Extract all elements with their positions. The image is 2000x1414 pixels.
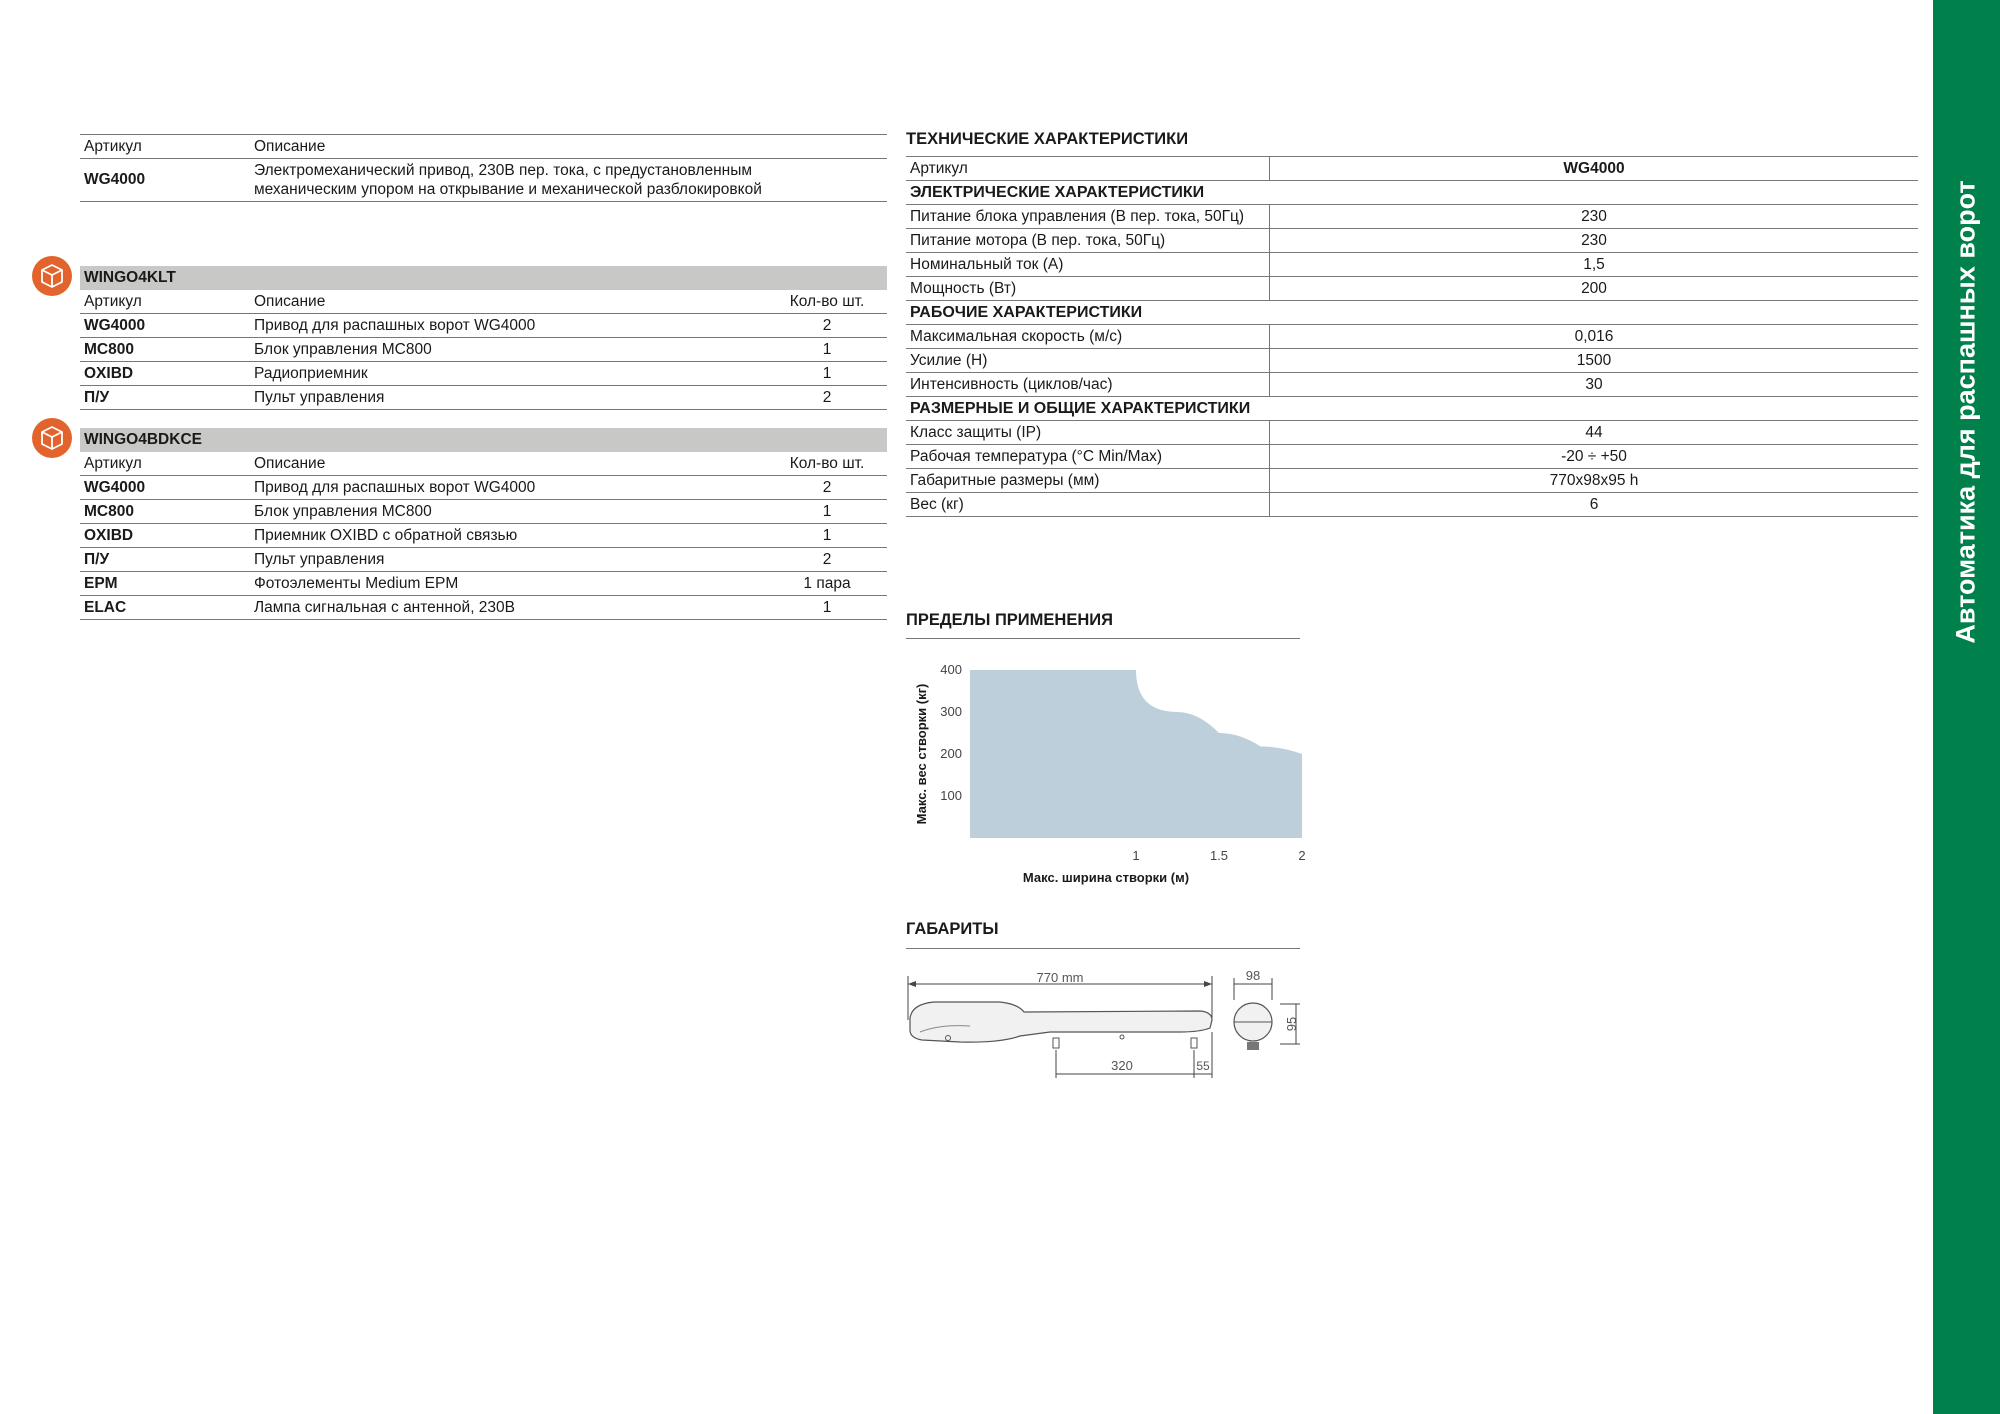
spec-label: Номинальный ток (А) — [906, 253, 1270, 277]
col-qty: Кол-во шт. — [767, 452, 887, 476]
spec-label: Габаритные размеры (мм) — [906, 469, 1270, 493]
table-row — [80, 476, 887, 500]
spec-label: Интенсивность (циклов/час) — [906, 373, 1270, 397]
table-row — [80, 159, 887, 202]
row-code: ELAC — [80, 596, 250, 620]
y-tick-label: 400 — [940, 662, 962, 677]
table-row — [80, 548, 887, 572]
col-qty: Кол-во шт. — [767, 290, 887, 314]
col-code: Артикул — [80, 290, 250, 314]
kit-header — [80, 428, 887, 452]
kit-columns — [80, 290, 887, 314]
spec-value: 44 — [1270, 421, 1919, 445]
spec-value: 30 — [1270, 373, 1919, 397]
end-view-mount — [1247, 1042, 1259, 1050]
y-axis-label: Макс. вес створки (кг) — [914, 683, 929, 825]
row-qty: 1 — [767, 362, 887, 386]
row-desc: Пульт управления — [250, 386, 767, 410]
row-desc: Приемник OXIBD с обратной связью — [250, 524, 767, 548]
table-row — [80, 572, 887, 596]
spec-value: -20 ÷ +50 — [1270, 445, 1919, 469]
table-row — [906, 325, 1918, 349]
col-desc: Описание — [250, 452, 767, 476]
limits-area — [970, 670, 1302, 838]
row-qty: 2 — [767, 386, 887, 410]
row-code: MC800 — [80, 500, 250, 524]
desc-line-2: механическим упором на открывание и механической разблокировкой — [254, 181, 762, 198]
section-row — [906, 397, 1918, 421]
kit-table-1 — [80, 266, 887, 410]
col-desc: Описание — [250, 290, 767, 314]
row-qty: 1 пара — [767, 572, 887, 596]
row-code: OXIBD — [80, 524, 250, 548]
y-tick-label: 100 — [940, 788, 962, 803]
header-code: Артикул — [80, 135, 250, 159]
side-band-label: Автоматика для распашных ворот — [1950, 180, 1981, 644]
x-tick-label: 1.5 — [1209, 848, 1229, 863]
spec-value: 6 — [1270, 493, 1919, 517]
kit-name: WINGO4KLT — [80, 266, 887, 290]
spec-label: Питание мотора (В пер. тока, 50Гц) — [906, 229, 1270, 253]
product-table — [80, 134, 887, 202]
operator-body — [910, 1002, 1212, 1042]
spec-value: 770x98x95 h — [1270, 469, 1919, 493]
row-desc: Пульт управления — [250, 548, 767, 572]
product-description — [250, 159, 887, 202]
spec-label: Питание блока управления (В пер. тока, 50Гц) — [906, 205, 1270, 229]
table-row — [906, 493, 1918, 517]
product-table-header — [80, 135, 887, 159]
operator-bolt — [1120, 1035, 1124, 1039]
table-row — [906, 349, 1918, 373]
spec-value: 1,5 — [1270, 253, 1919, 277]
dimension-drawing — [900, 960, 1320, 1080]
row-desc: Привод для распашных ворот WG4000 — [250, 314, 767, 338]
box-icon — [32, 256, 72, 296]
spec-value: 230 — [1270, 229, 1919, 253]
row-qty: 1 — [767, 338, 887, 362]
x-tick-label: 1 — [1132, 848, 1140, 863]
row-desc: Привод для распашных ворот WG4000 — [250, 476, 767, 500]
limits-title: ПРЕДЕЛЫ ПРИМЕНЕНИЯ — [906, 611, 1113, 629]
col-code: Артикул — [80, 452, 250, 476]
row-desc: Фотоэлементы Medium EPM — [250, 572, 767, 596]
row-code: П/У — [80, 386, 250, 410]
spec-label: Рабочая температура (°C Min/Max) — [906, 445, 1270, 469]
dimensions-rule — [906, 948, 1300, 949]
span1-label: 320 — [1111, 1058, 1133, 1073]
section-title: РАБОЧИЕ ХАРАКТЕРИСТИКИ — [906, 301, 1918, 325]
table-row — [906, 373, 1918, 397]
kit-name: WINGO4BDKCE — [80, 428, 887, 452]
height-label: 95 — [1284, 1016, 1299, 1032]
spec-label: Вес (кг) — [906, 493, 1270, 517]
tech-title: ТЕХНИЧЕСКИЕ ХАРАКТЕРИСТИКИ — [906, 130, 1189, 148]
table-row — [80, 500, 887, 524]
table-row — [80, 596, 887, 620]
span2-label: 55 — [1196, 1059, 1210, 1073]
tech-label: Артикул — [906, 157, 1270, 181]
box-icon — [32, 418, 72, 458]
table-row — [906, 277, 1918, 301]
x-axis-label: Макс. ширина створки (м) — [1022, 870, 1190, 885]
width-label: 98 — [1245, 968, 1261, 983]
row-code: MC800 — [80, 338, 250, 362]
row-code: WG4000 — [80, 476, 250, 500]
table-row — [80, 386, 887, 410]
table-row — [906, 421, 1918, 445]
table-row — [906, 229, 1918, 253]
row-code: П/У — [80, 548, 250, 572]
spec-value: 230 — [1270, 205, 1919, 229]
y-tick-label: 200 — [940, 746, 962, 761]
row-desc: Блок управления MC800 — [250, 338, 767, 362]
spec-label: Усилие (Н) — [906, 349, 1270, 373]
section-row — [906, 181, 1918, 205]
y-tick-label: 300 — [940, 704, 962, 719]
limits-chart — [906, 650, 1316, 890]
row-qty: 2 — [767, 476, 887, 500]
row-desc: Лампа сигнальная с антенной, 230В — [250, 596, 767, 620]
spec-value: 1500 — [1270, 349, 1919, 373]
table-row — [906, 469, 1918, 493]
product-code: WG4000 — [80, 159, 250, 202]
row-desc: Радиоприемник — [250, 362, 767, 386]
spec-value: 0,016 — [1270, 325, 1919, 349]
kit-table-2 — [80, 428, 887, 620]
spec-label: Максимальная скорость (м/с) — [906, 325, 1270, 349]
tech-model: WG4000 — [1270, 157, 1919, 181]
tech-table — [906, 156, 1918, 517]
bracket — [1191, 1038, 1197, 1048]
table-row — [906, 253, 1918, 277]
table-row — [80, 524, 887, 548]
table-row — [80, 338, 887, 362]
section-title: ЭЛЕКТРИЧЕСКИЕ ХАРАКТЕРИСТИКИ — [906, 181, 1918, 205]
x-tick-label: 2 — [1298, 848, 1306, 863]
spec-value: 200 — [1270, 277, 1919, 301]
kit-header — [80, 266, 887, 290]
row-qty: 1 — [767, 500, 887, 524]
row-qty: 1 — [767, 596, 887, 620]
row-code: WG4000 — [80, 314, 250, 338]
kit-columns — [80, 452, 887, 476]
table-row — [906, 205, 1918, 229]
row-code: OXIBD — [80, 362, 250, 386]
tech-header-row — [906, 157, 1918, 181]
length-label: 770 mm — [1036, 970, 1084, 985]
spec-label: Мощность (Вт) — [906, 277, 1270, 301]
section-row — [906, 301, 1918, 325]
dimensions-title: ГАБАРИТЫ — [906, 920, 999, 938]
table-row — [906, 445, 1918, 469]
table-row — [80, 362, 887, 386]
bracket — [1053, 1038, 1059, 1048]
table-row — [80, 314, 887, 338]
row-code: EPM — [80, 572, 250, 596]
header-desc: Описание — [250, 135, 887, 159]
limits-rule — [906, 638, 1300, 639]
row-qty: 2 — [767, 314, 887, 338]
section-title: РАЗМЕРНЫЕ И ОБЩИЕ ХАРАКТЕРИСТИКИ — [906, 397, 1918, 421]
row-qty: 1 — [767, 524, 887, 548]
row-qty: 2 — [767, 548, 887, 572]
spec-label: Класс защиты (IP) — [906, 421, 1270, 445]
desc-line-1: Электромеханический привод, 230В пер. тока, с предустановленным — [254, 162, 753, 179]
row-desc: Блок управления MC800 — [250, 500, 767, 524]
